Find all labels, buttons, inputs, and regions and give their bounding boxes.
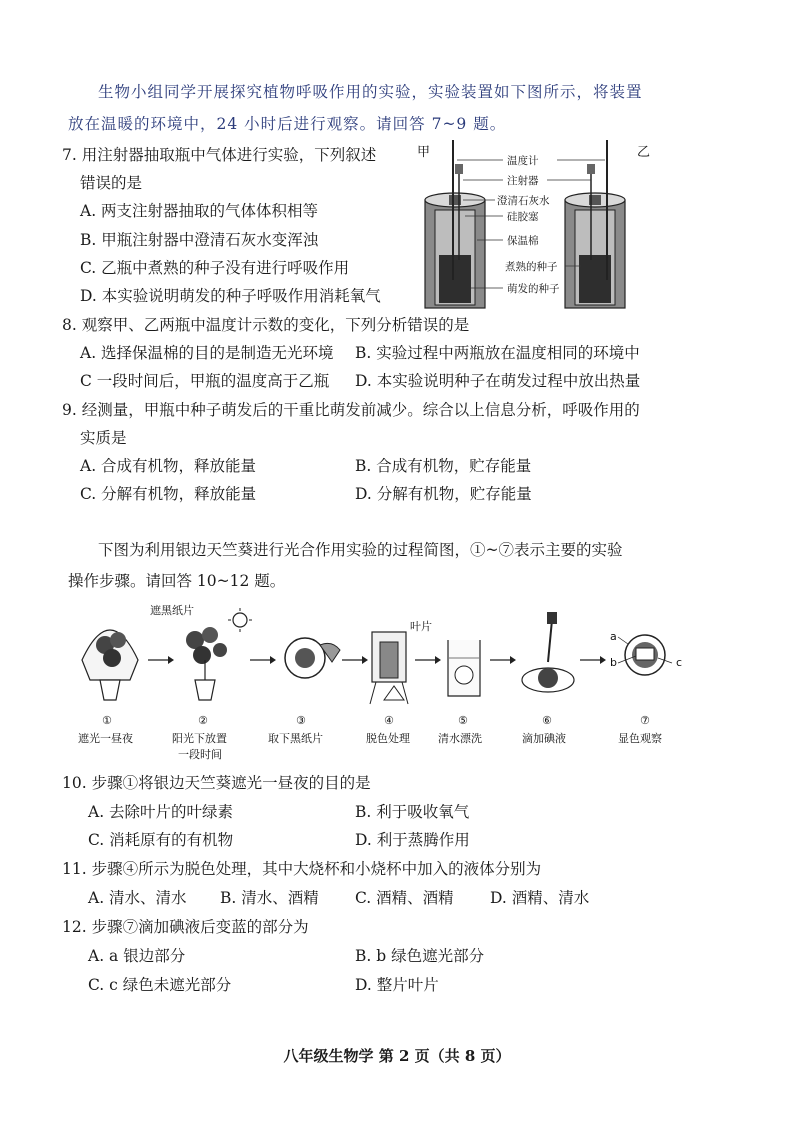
q12-option-b: B. b 绿色遮光部分: [355, 947, 485, 965]
label-c: c: [676, 656, 683, 669]
step-name-3: 取下黑纸片: [268, 732, 323, 745]
label-black-paper: 遮黑纸片: [150, 604, 194, 617]
q11-option-c: C. 酒精、酒精: [355, 889, 454, 907]
q12-option-a: A. a 银边部分: [88, 947, 186, 965]
label-limewater: 澄清石灰水: [497, 195, 550, 207]
step-num-1: ①: [102, 714, 112, 727]
label-b: b: [610, 656, 617, 669]
label-boiled-seeds: 煮熟的种子: [505, 261, 558, 273]
step-name-1: 遮光一昼夜: [78, 732, 133, 745]
photosynthesis-steps-figure: [70, 600, 720, 765]
intro2-line-2: 操作步骤。请回答 10~12 题。: [68, 572, 286, 590]
q8-option-a: A. 选择保温棉的目的是制造无光环境: [80, 344, 334, 362]
q11-option-d: D. 酒精、清水: [490, 889, 590, 907]
sun-icon: [233, 613, 247, 627]
label-silicone-stopper: 硅胶塞: [507, 211, 539, 223]
step-num-4: ④: [384, 714, 394, 727]
label-yi: 乙: [637, 145, 651, 160]
label-a: a: [610, 630, 617, 643]
intro2-line-1: 下图为利用银边天竺葵进行光合作用实验的过程简图，①~⑦表示主要的实验: [98, 541, 623, 559]
page-footer: 八年级生物学 第 2 页（共 8 页）: [283, 1047, 511, 1065]
q7-option-d: D. 本实验说明萌发的种子呼吸作用消耗氧气: [80, 287, 381, 305]
step-name-6: 滴加碘液: [522, 732, 566, 745]
intro-line-2: 放在温暖的环境中，24 小时后进行观察。请回答 7~9 题。: [68, 115, 507, 133]
q10-stem: 10. 步骤①将银边天竺葵遮光一昼夜的目的是: [62, 774, 371, 792]
q7-option-a: A. 两支注射器抽取的气体体积相等: [80, 202, 319, 220]
intro-line-1: 生物小组同学开展探究植物呼吸作用的实验，实验装置如下图所示，将装置: [98, 83, 643, 101]
q9-stem-2: 实质是: [80, 429, 127, 447]
q9-option-a: A. 合成有机物，释放能量: [80, 457, 257, 475]
q12-option-c: C. c 绿色未遮光部分: [88, 976, 232, 994]
step-7-figure: [610, 630, 682, 675]
step-num-2: ②: [198, 714, 208, 727]
q10-option-c: C. 消耗原有的有机物: [88, 831, 234, 849]
q11-option-b: B. 清水、酒精: [220, 889, 319, 907]
jar-jia: [425, 140, 485, 308]
label-syringe: 注射器: [507, 175, 539, 187]
step-captions: [78, 714, 662, 761]
step-6-figure: [522, 612, 574, 692]
step-2-figure: [150, 603, 252, 700]
q10-option-b: B. 利于吸收氧气: [355, 803, 470, 821]
step-1-figure: [82, 630, 138, 700]
q7-stem-2: 错误的是: [80, 174, 143, 192]
q9-stem-1: 9. 经测量，甲瓶中种子萌发后的干重比萌发前减少。综合以上信息分析，呼吸作用的: [62, 401, 640, 419]
q10-option-d: D. 利于蒸腾作用: [355, 831, 470, 849]
label-insulation-cotton: 保温棉: [507, 235, 539, 247]
q10-option-a: A. 去除叶片的叶绿素: [88, 803, 234, 821]
q7-option-b: B. 甲瓶注射器中澄清石灰水变浑浊: [80, 231, 319, 249]
jar-yi: [565, 140, 625, 308]
q12-option-d: D. 整片叶片: [355, 976, 439, 994]
label-leaf: 叶片: [410, 620, 432, 633]
label-jia: 甲: [417, 145, 431, 160]
q9-option-c: C. 分解有机物，释放能量: [80, 485, 257, 503]
q11-option-a: A. 清水、清水: [88, 889, 187, 907]
step-num-5: ⑤: [458, 714, 468, 727]
label-thermometer: 温度计: [507, 155, 539, 167]
step-4-figure: [370, 619, 432, 704]
step-name-4: 脱色处理: [366, 732, 410, 745]
step-name-7: 显色观察: [618, 732, 662, 745]
step-3-figure: [285, 638, 340, 678]
q11-stem: 11. 步骤④所示为脱色处理，其中大烧杯和小烧杯中加入的液体分别为: [62, 860, 542, 878]
q8-stem: 8. 观察甲、乙两瓶中温度计示数的变化，下列分析错误的是: [62, 316, 470, 334]
q8-option-c: C 一段时间后，甲瓶的温度高于乙瓶: [80, 372, 330, 390]
step-name-2-extra: 一段时间: [178, 748, 222, 761]
q8-option-b: B. 实验过程中两瓶放在温度相同的环境中: [355, 344, 640, 362]
step-name-2: 阳光下放置: [172, 732, 227, 745]
q8-option-d: D. 本实验说明种子在萌发过程中放出热量: [355, 372, 641, 390]
step-name-5: 清水漂洗: [438, 732, 482, 745]
q12-stem: 12. 步骤⑦滴加碘液后变蓝的部分为: [62, 918, 309, 936]
q7-stem-1: 7. 用注射器抽取瓶中气体进行实验，下列叙述: [62, 146, 377, 164]
q9-option-d: D. 分解有机物，贮存能量: [355, 485, 532, 503]
step-num-7: ⑦: [640, 714, 650, 727]
respiration-apparatus-figure: [415, 140, 655, 315]
q9-option-b: B. 合成有机物，贮存能量: [355, 457, 532, 475]
label-germinating-seeds: 萌发的种子: [507, 283, 560, 295]
step-num-3: ③: [296, 714, 306, 727]
q7-option-c: C. 乙瓶中煮熟的种子没有进行呼吸作用: [80, 259, 350, 277]
step-num-6: ⑥: [542, 714, 552, 727]
step-5-figure: [448, 640, 480, 696]
